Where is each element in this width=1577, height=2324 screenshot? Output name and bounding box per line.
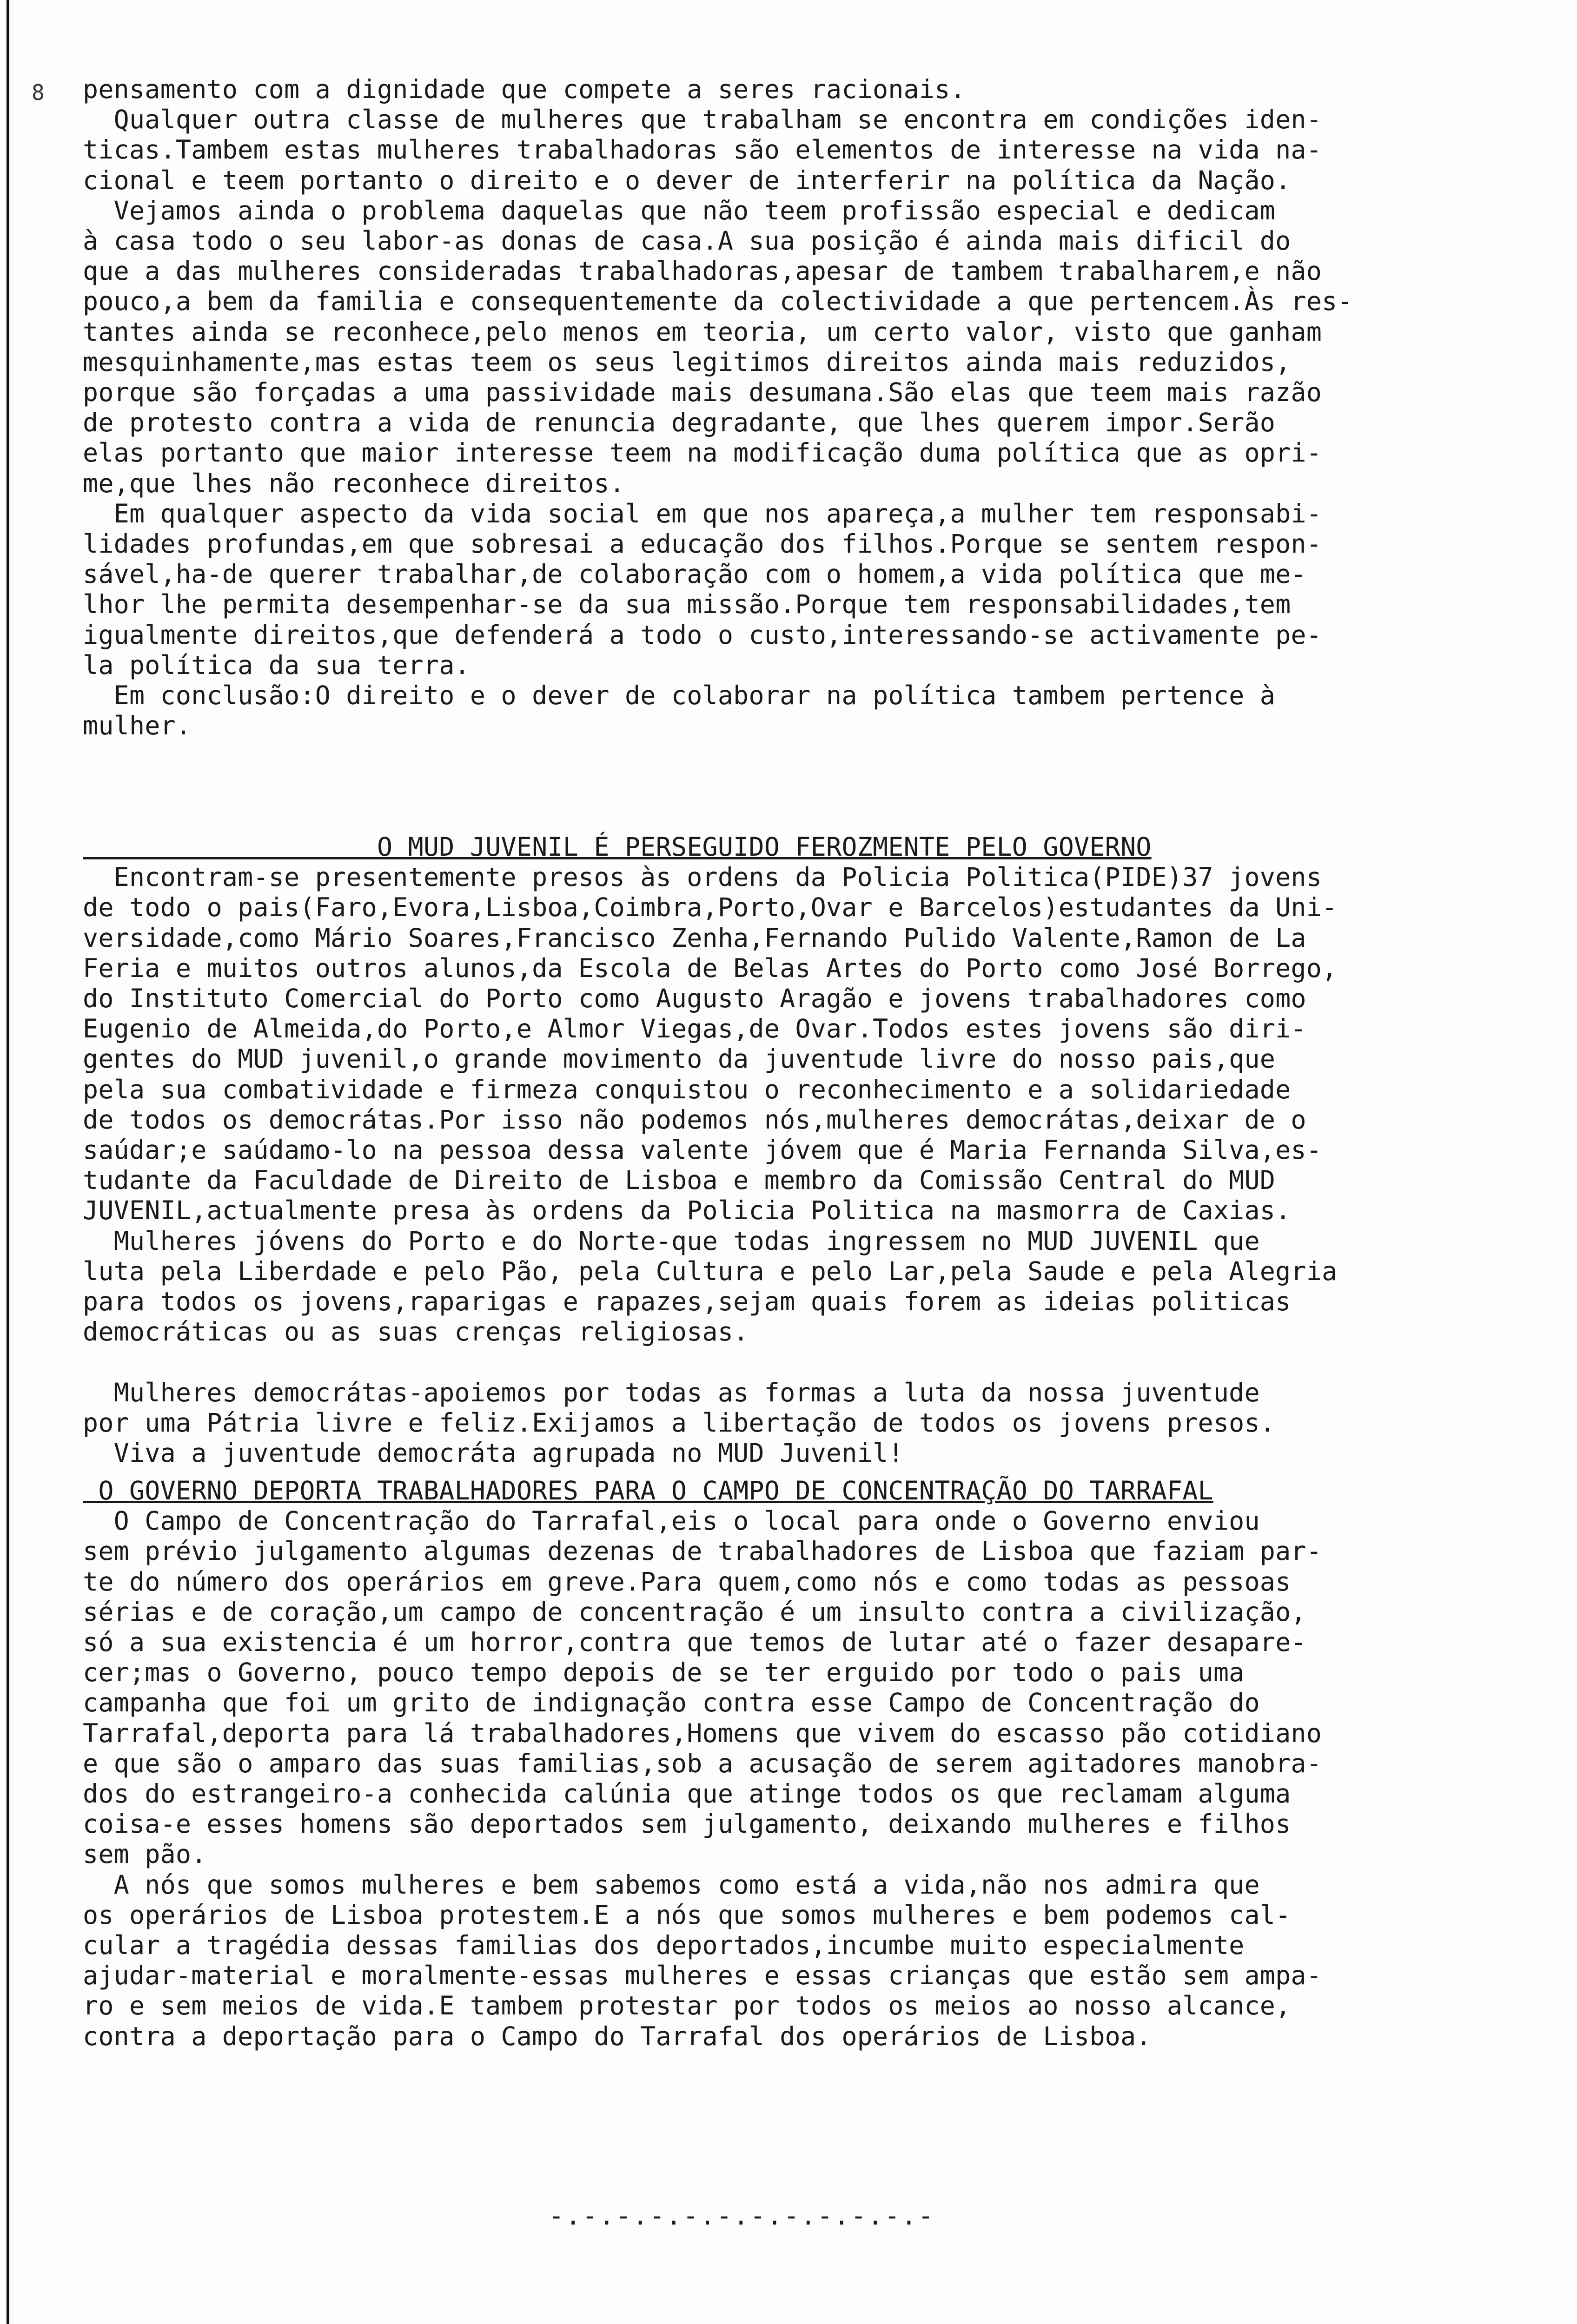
text-line: Em qualquer aspecto da vida social em que nos apareça,a mulher tem responsabi- bbox=[83, 498, 1322, 528]
text-line: sem prévio julgamento algumas dezenas de trabalhadores de Lisboa que faziam par- bbox=[83, 1536, 1322, 1566]
text-line: cular a tragédia dessas familias dos deportados,incumbe muito especialmente bbox=[83, 1930, 1245, 1961]
section-women-politics bbox=[83, 74, 1561, 741]
text-line: sável,ha-de querer trabalhar,de colaboração com o homem,a vida política que me- bbox=[83, 559, 1306, 589]
text-line: pela sua combatividade e firmeza conquistou o reconhecimento e a solidariedade bbox=[83, 1074, 1291, 1104]
text-line: cional e teem portanto o direito e o dever de interferir na política da Nação. bbox=[83, 165, 1291, 195]
text-line: ajudar-material e moralmente-essas mulheres e essas crianças que estão sem ampa- bbox=[83, 1961, 1322, 1991]
text-line: Qualquer outra classe de mulheres que trabalham se encontra em condições iden- bbox=[83, 105, 1322, 135]
text-line: Vejamos ainda o problema daquelas que não teem profissão especial e dedicam bbox=[83, 195, 1276, 225]
text-line: pouco,a bem da familia e consequentemente da colectividade a que pertencem.Às res- bbox=[83, 286, 1353, 317]
text-line bbox=[83, 1347, 1561, 1377]
text-line: do Instituto Comercial do Porto como Augusto Aragão e jovens trabalhadores como bbox=[83, 984, 1306, 1014]
text-line: contra a deportação para o Campo do Tarrafal dos operários de Lisboa. bbox=[83, 2021, 1152, 2051]
text-line: que a das mulheres consideradas trabalhadoras,apesar de tambem trabalharem,e não bbox=[83, 256, 1322, 286]
text-line: Mulheres democrátas-apoiemos por todas as formas a luta da nossa juventude bbox=[83, 1377, 1260, 1407]
text-line: tantes ainda se reconhece,pelo menos em teoria, um certo valor, visto que ganham bbox=[83, 317, 1322, 347]
text-line: elas portanto que maior interesse teem na modificação duma política que as opri- bbox=[83, 438, 1322, 468]
text-line: campanha que foi um grito de indignação contra esse Campo de Concentração do bbox=[83, 1688, 1260, 1718]
text-line: mesquinhamente,mas estas teem os seus legitimos direitos ainda mais reduzidos, bbox=[83, 347, 1291, 377]
paper-left-edge bbox=[7, 0, 9, 2324]
text-line: e que são o amparo das suas familias,sob a acusação de serem agitadores manobra- bbox=[83, 1748, 1322, 1778]
text-line: à casa todo o seu labor-as donas de casa.A sua posição é ainda mais dificil do bbox=[83, 226, 1291, 256]
text-line: te do número dos operários em greve.Para quem,como nós e como todas as pessoas bbox=[83, 1566, 1291, 1597]
text-line: me,que lhes não reconhece direitos. bbox=[83, 468, 625, 498]
text-line: só a sua existencia é um horror,contra que temos de lutar até o fazer desapare- bbox=[83, 1627, 1306, 1657]
text-line: Encontram-se presentemente presos às ordens da Policia Politica(PIDE)37 jovens bbox=[83, 862, 1322, 892]
text-line: lhor lhe permita desempenhar-se da sua missão.Porque tem responsabilidades,tem bbox=[83, 589, 1291, 620]
margin-mark: 8 bbox=[32, 80, 45, 105]
text-line: luta pela Liberdade e pelo Pão, pela Cultura e pelo Lar,pela Saude e pela Alegria bbox=[83, 1256, 1338, 1286]
section-heading: O MUD JUVENIL É PERSEGUIDO FEROZMENTE PELO GOVERNO bbox=[83, 832, 1152, 862]
text-line: de protesto contra a vida de renuncia degradante, que lhes querem impor.Serão bbox=[83, 408, 1276, 438]
text-line: Viva a juventude democráta agrupada no MUD Juvenil! bbox=[83, 1438, 904, 1468]
text-line: la política da sua terra. bbox=[83, 650, 470, 680]
text-line: A nós que somos mulheres e bem sabemos como está a vida,não nos admira que bbox=[83, 1869, 1260, 1900]
text-line: cer;mas o Governo, pouco tempo depois de se ter erguido por todo o pais uma bbox=[83, 1657, 1245, 1688]
text-line: tudante da Faculdade de Direito de Lisboa e membro da Comissão Central do MUD bbox=[83, 1165, 1276, 1195]
text-line: Tarrafal,deporta para lá trabalhadores,Homens que vivem do escasso pão cotidiano bbox=[83, 1718, 1322, 1748]
text-line: os operários de Lisboa protestem.E a nós que somos mulheres e bem podemos cal- bbox=[83, 1900, 1291, 1930]
text-line: mulher. bbox=[83, 711, 192, 741]
text-line: democráticas ou as suas crenças religiosas. bbox=[83, 1317, 749, 1347]
text-line: Feria e muitos outros alunos,da Escola de Belas Artes do Porto como José Borrego, bbox=[83, 953, 1338, 983]
text-line: Mulheres jóvens do Porto e do Norte-que todas ingressem no MUD JUVENIL que bbox=[83, 1226, 1260, 1256]
text-line: igualmente direitos,que defenderá a todo o custo,interessando-se activamente pe- bbox=[83, 620, 1322, 650]
section-mud-juvenil bbox=[83, 832, 1561, 1468]
text-line: sérias e de coração,um campo de concentração é um insulto contra a civilização, bbox=[83, 1597, 1306, 1627]
text-line: de todos os democrátas.Por isso não podemos nós,mulheres democrátas,deixar de o bbox=[83, 1104, 1306, 1135]
text-line: lidades profundas,em que sobresai a educação dos filhos.Porque se sentem respon- bbox=[83, 529, 1322, 559]
text-line: porque são forçadas a uma passividade mais desumana.São elas que teem mais razão bbox=[83, 377, 1322, 408]
text-line: coisa-e esses homens são deportados sem julgamento, deixando mulheres e filhos bbox=[83, 1809, 1291, 1839]
text-line: por uma Pátria livre e feliz.Exijamos a libertação de todos os jovens presos. bbox=[83, 1407, 1276, 1438]
text-line: dos do estrangeiro-a conhecida calúnia que atinge todos os que reclamam alguma bbox=[83, 1779, 1291, 1809]
text-line: para todos os jovens,raparigas e rapazes,sejam quais forem as ideias politicas bbox=[83, 1287, 1291, 1317]
text-line: de todo o pais(Faro,Evora,Lisboa,Coimbra,Porto,Ovar e Barcelos)estudantes da Uni- bbox=[83, 892, 1338, 923]
section-heading: O GOVERNO DEPORTA TRABALHADORES PARA O CAMPO DE CONCENTRAÇÃO DO TARRAFAL bbox=[83, 1476, 1213, 1505]
text-line: Eugenio de Almeida,do Porto,e Almor Viegas,de Ovar.Todos estes jovens são diri- bbox=[83, 1014, 1306, 1044]
text-line: ro e sem meios de vida.E tambem protestar por todos os meios ao nosso alcance, bbox=[83, 1991, 1291, 2021]
text-line: versidade,como Mário Soares,Francisco Zenha,Fernando Pulido Valente,Ramon de La bbox=[83, 923, 1306, 953]
text-line: sem pão. bbox=[83, 1839, 207, 1869]
text-line: ticas.Tambem estas mulheres trabalhadoras são elementos de interesse na vida na- bbox=[83, 135, 1322, 165]
text-line: pensamento com a dignidade que compete a seres racionais. bbox=[83, 74, 966, 104]
text-line: gentes do MUD juvenil,o grande movimento da juventude livre do nosso pais,que bbox=[83, 1044, 1276, 1074]
text-line: Em conclusão:O direito e o dever de colaborar na política tambem pertence à bbox=[83, 680, 1276, 711]
section-tarrafal bbox=[83, 1476, 1561, 2052]
end-separator: -.-.-.-.-.-.-.-.-.-.-.- bbox=[549, 2201, 935, 2231]
text-line: JUVENIL,actualmente presa às ordens da Policia Politica na masmorra de Caxias. bbox=[83, 1195, 1291, 1226]
text-line: O Campo de Concentração do Tarrafal,eis o local para onde o Governo enviou bbox=[83, 1506, 1260, 1536]
text-line: saúdar;e saúdamo-lo na pessoa dessa valente jóvem que é Maria Fernanda Silva,es- bbox=[83, 1135, 1322, 1165]
